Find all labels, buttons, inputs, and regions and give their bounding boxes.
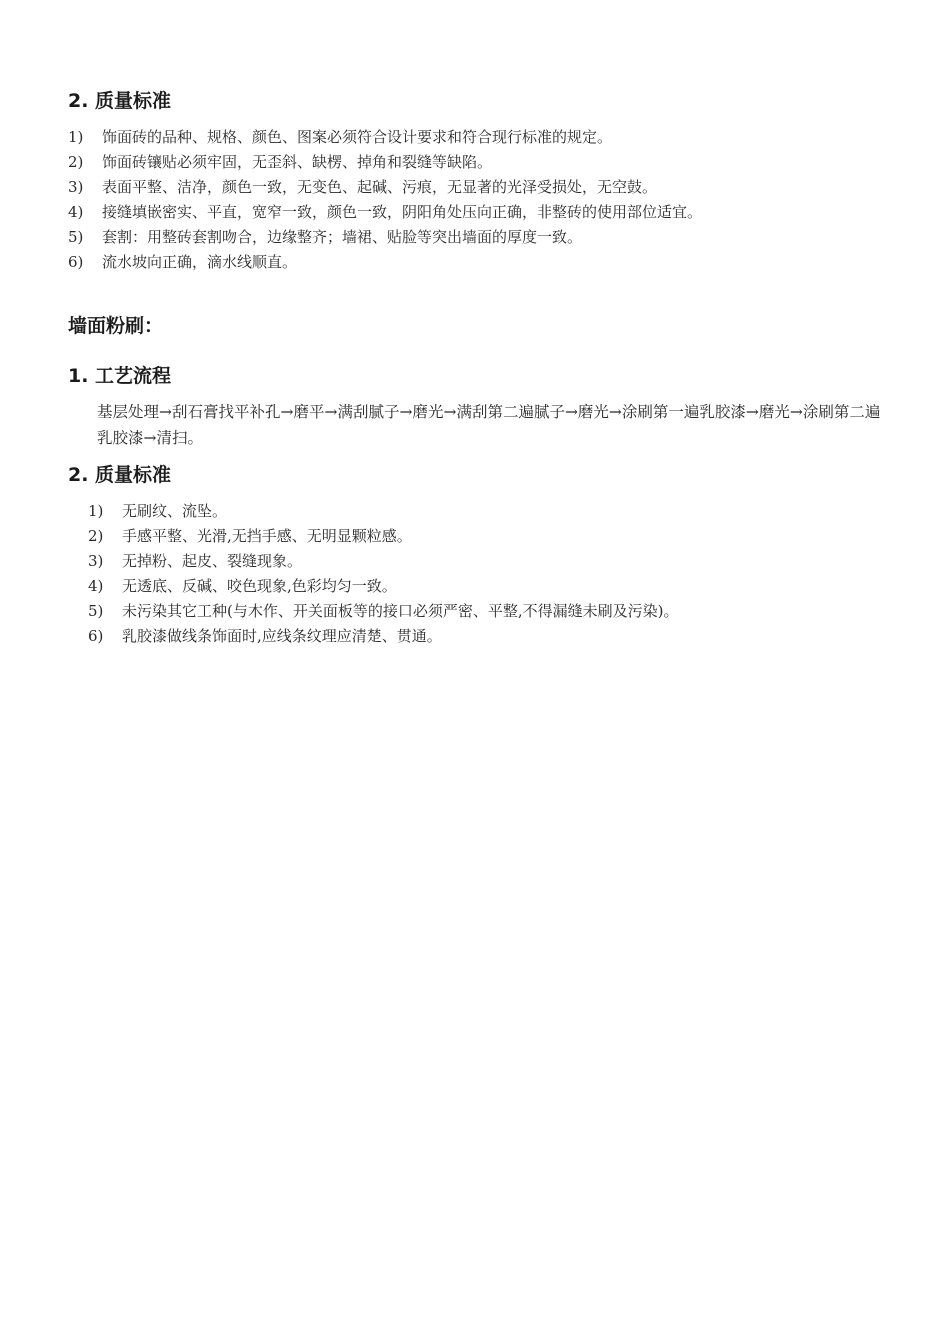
list-item bbox=[68, 125, 702, 150]
list-item-number: 6) bbox=[88, 627, 104, 645]
list-item-text: 接缝填嵌密实、平直，宽窄一致，颜色一致，阴阳角处压向正确，非整砖的使用部位适宜。 bbox=[102, 203, 703, 221]
list-item bbox=[88, 499, 678, 524]
paint-quality-list bbox=[88, 499, 678, 649]
list-item-number: 5) bbox=[88, 602, 104, 620]
list-item bbox=[88, 524, 678, 549]
list-item-number: 4) bbox=[68, 203, 84, 221]
list-item-text: 饰面砖镶贴必须牢固，无歪斜、缺楞、掉角和裂缝等缺陷。 bbox=[102, 153, 493, 171]
list-item-number: 1) bbox=[68, 128, 84, 146]
list-item-number: 1) bbox=[88, 502, 104, 520]
quality-standard-heading: 2. 质量标准 bbox=[68, 90, 172, 112]
tile-quality-list bbox=[68, 125, 702, 275]
list-item-text: 无刷纹、流坠。 bbox=[122, 502, 228, 520]
list-item-number: 2) bbox=[68, 153, 84, 171]
list-item bbox=[68, 150, 702, 175]
wall-painting-title: 墙面粉刷： bbox=[68, 315, 164, 337]
list-item bbox=[88, 549, 678, 574]
list-item bbox=[68, 225, 702, 250]
quality-standard-heading-2: 2. 质量标准 bbox=[68, 464, 172, 486]
process-flow-heading: 1. 工艺流程 bbox=[68, 365, 172, 387]
list-item-text: 无掉粉、起皮、裂缝现象。 bbox=[122, 552, 303, 570]
list-item-text: 无透底、反碱、咬色现象,色彩均匀一致。 bbox=[122, 577, 397, 595]
list-item bbox=[68, 200, 702, 225]
list-item-text: 套割：用整砖套割吻合，边缘整齐；墙裙、贴脸等突出墙面的厚度一致。 bbox=[102, 228, 583, 246]
process-flow-text: 基层处理→刮石膏找平补孔→磨平→满刮腻子→磨光→满刮第二遍腻子→磨光→涂刷第一遍乳胶漆→磨光→涂刷第二遍乳胶漆→清扫。 bbox=[97, 403, 881, 447]
list-item-text: 乳胶漆做线条饰面时,应线条纹理应清楚、贯通。 bbox=[122, 627, 442, 645]
list-item-number: 4) bbox=[88, 577, 104, 595]
list-item-number: 3) bbox=[88, 552, 104, 570]
list-item bbox=[88, 599, 678, 624]
list-item-number: 5) bbox=[68, 228, 84, 246]
list-item-text: 手感平整、光滑,无挡手感、无明显颗粒感。 bbox=[122, 527, 412, 545]
list-item bbox=[88, 574, 678, 599]
list-item-text: 表面平整、洁净，颜色一致，无变色、起碱、污痕，无显著的光泽受损处，无空鼓。 bbox=[102, 178, 658, 196]
list-item-number: 3) bbox=[68, 178, 84, 196]
list-item-text: 饰面砖的品种、规格、颜色、图案必须符合设计要求和符合现行标准的规定。 bbox=[102, 128, 613, 146]
list-item bbox=[68, 250, 702, 275]
list-item bbox=[88, 624, 678, 649]
list-item-text: 未污染其它工种(与木作、开关面板等的接口必须严密、平整,不得漏缝未刷及污染)。 bbox=[122, 602, 679, 620]
list-item-text: 流水坡向正确，滴水线顺直。 bbox=[102, 253, 298, 271]
list-item-number: 6) bbox=[68, 253, 84, 271]
list-item-number: 2) bbox=[88, 527, 104, 545]
list-item bbox=[68, 175, 702, 200]
